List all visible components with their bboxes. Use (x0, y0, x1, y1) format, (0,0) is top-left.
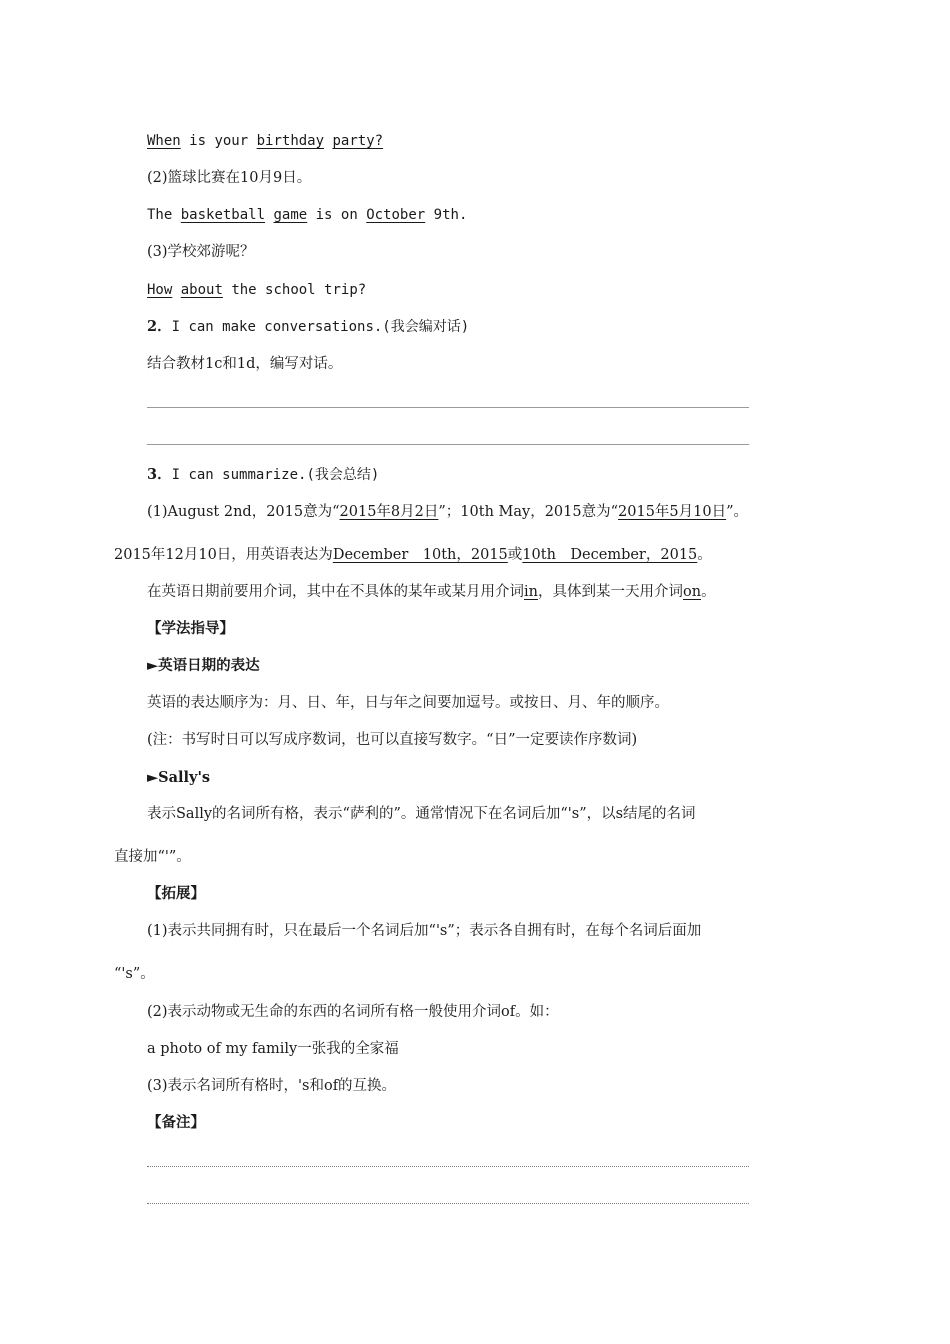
ext-paragraph: (2)表示动物或无生命的东西的名词所有格一般使用介词of。如： (147, 1004, 559, 1020)
answer-line-2 (147, 205, 467, 225)
writing-line (147, 444, 749, 445)
text: 。 (701, 584, 716, 600)
text: the school trip? (231, 282, 367, 298)
answer-word: How (147, 282, 173, 298)
guide-topic-1: ►英语日期的表达 (147, 657, 260, 674)
question-2: (2)篮球比赛在10月9日。 (147, 170, 312, 186)
text: 在英语日期前要用介词，其中在不具体的某年或某月用介词 (147, 584, 524, 600)
section-title: I can summarize.(我会总结) (171, 467, 380, 483)
ext-paragraph-cont: “'s”。 (114, 966, 155, 982)
text: 。 (697, 547, 712, 563)
guide-paragraph-cont: 直接加“'”。 (114, 849, 191, 865)
text: 2015年12月10日，用英语表达为 (114, 547, 333, 563)
notes-line (147, 1166, 749, 1167)
text: ，具体到某一天用介词 (537, 584, 683, 600)
guide-note: (注：书写时日可以写成序数词，也可以直接写数字。“日”一定要读作序数词) (147, 732, 638, 748)
guide-paragraph: 表示Sally的名词所有格，表示“萨利的”。通常情况下在名词后加“'s”，以s结尾的名词 (147, 806, 696, 822)
ext-heading: 【拓展】 (147, 885, 205, 902)
text: 9th. (433, 207, 468, 223)
section-2-instruction: 结合教材1c和1d，编写对话。 (147, 356, 343, 372)
answer-word: birthday (256, 133, 325, 149)
guide-topic-2: ►Sally's (147, 769, 211, 786)
answer-word: 2015年5月10日 (618, 504, 727, 520)
section-number: 3． (147, 466, 172, 483)
guide-paragraph: 英语的表达顺序为：月、日、年，日与年之间要加逗号。或按日、月、年的顺序。 (147, 695, 669, 711)
answer-word: December 10th，2015 (332, 547, 508, 563)
answer-word: 10th December，2015 (522, 547, 698, 563)
text: is your (189, 133, 249, 149)
answer-word: in (524, 584, 538, 600)
section-number: 2． (147, 318, 172, 335)
text: ”。 (726, 504, 749, 520)
ext-example: a photo of my family一张我的全家福 (147, 1041, 399, 1057)
text: is on (315, 207, 358, 223)
answer-line-1 (147, 131, 383, 151)
summary-line-1 (147, 502, 748, 522)
notes-line (147, 1203, 749, 1204)
answer-line-3 (147, 280, 366, 300)
answer-word: game (273, 207, 308, 223)
section-3-title (147, 465, 379, 485)
ext-paragraph: (3)表示名词所有格时，'s和of的互换。 (147, 1078, 397, 1094)
notes-heading: 【备注】 (147, 1114, 205, 1131)
summary-line-2 (114, 545, 712, 565)
ext-paragraph: (1)表示共同拥有时，只在最后一个名词后加“'s”；表示各自拥有时，在每个名词后面加 (147, 923, 702, 939)
answer-word: about (180, 282, 223, 298)
text: 或 (507, 547, 523, 563)
text: The (147, 207, 173, 223)
question-3: (3)学校郊游呢？ (147, 244, 255, 260)
answer-word: basketball (180, 207, 266, 223)
answer-word: 2015年8月2日 (339, 504, 439, 520)
answer-word: party? (332, 133, 384, 149)
summary-line-3 (147, 582, 716, 602)
guide-heading: 【学法指导】 (147, 620, 234, 637)
answer-word: October (366, 207, 426, 223)
answer-word: When (147, 133, 181, 149)
answer-word: on (682, 584, 702, 600)
section-title: I can make conversations.(我会编对话) (171, 319, 470, 335)
text: ”；10th May，2015意为“ (438, 504, 619, 520)
writing-line (147, 407, 749, 408)
text: (1)August 2nd，2015意为“ (147, 504, 340, 520)
section-2-title (147, 317, 469, 337)
